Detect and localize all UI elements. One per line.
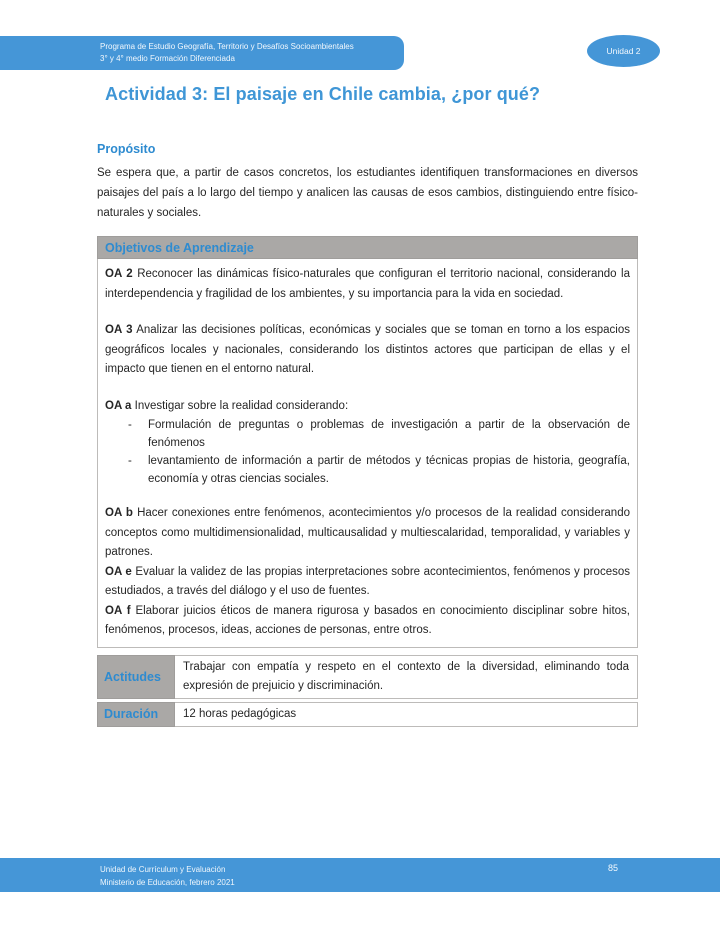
footer-org-line2: Ministerio de Educación, febrero 2021	[100, 878, 235, 887]
duracion-value-text: 12 horas pedagógicas	[183, 707, 297, 720]
info-table	[97, 655, 638, 727]
oa-item-e-label: OA e	[105, 565, 132, 578]
oa-item-3	[105, 321, 630, 380]
bullet-item-text: levantamiento de información a partir de métodos y técnicas propias de historia, geografía, economía y otras ciencias sociales.	[148, 455, 630, 485]
dash-marker: -	[128, 455, 132, 467]
oa-item-b-label: OA b	[105, 507, 133, 519]
oa-item-f	[105, 602, 630, 641]
oa-item-a-label: OA a	[105, 399, 132, 412]
proposito-text: Se espera que, a partir de casos concretos, los estudiantes identifiquen transformaciones en diversos paisajes del país a lo largo del tiempo y analicen las causas de esos cambios, distinguiendo entre físico-naturales y sociales.	[97, 167, 638, 219]
activity-title: Actividad 3: El paisaje en Chile cambia, ¿por qué?	[105, 84, 541, 104]
oa-item-e-text: Evaluar la validez de las propias interpretaciones sobre acontecimientos, fenómenos y procesos estudiados, a través del diálogo y el uso de fuentes.	[105, 565, 630, 597]
actitudes-value-text: Trabajar con empatía y respeto en el contexto de la diversidad, eliminando toda expresión de prejuicio y discriminación.	[183, 660, 629, 692]
oa-item-f-label: OA f	[105, 604, 131, 617]
oa-item-2	[105, 265, 630, 304]
objetivos-section	[97, 236, 638, 648]
proposito-heading: Propósito	[97, 142, 156, 156]
objetivos-body	[97, 259, 638, 648]
oa-item-3-label: OA 3	[105, 324, 133, 336]
content-column	[97, 84, 638, 727]
unit-badge: Unidad 2	[587, 35, 660, 67]
dash-marker: -	[128, 419, 132, 431]
actitudes-value	[175, 655, 638, 699]
program-title-line1: Programa de Estudio Geografía, Territorio y Desafíos Socioambientales	[100, 42, 354, 51]
oa-item-2-text: Reconocer las dinámicas físico-naturales que configuran el territorio nacional, considerando la interdependencia y fragilidad de los ambientes, y su importancia para la vida en sociedad.	[105, 268, 631, 300]
oa-item-a-text: Investigar sobre la realidad considerando:	[134, 399, 349, 412]
bullet-item	[105, 416, 630, 452]
duracion-label: Duración	[97, 702, 175, 727]
table-row-actitudes	[97, 655, 638, 699]
oa-item-e	[105, 563, 630, 602]
oa-item-b	[105, 504, 630, 563]
oa-item-3-text: Analizar las decisiones políticas, económicas y sociales que se toman en torno a los espacios geográficos locales y nacionales, considerando los distintos actores que participan de ellas y el impacto que tienen en el entorno natural.	[105, 324, 630, 375]
oa-item-2-label: OA 2	[105, 268, 133, 280]
program-title-line2: 3° y 4° medio Formación Diferenciada	[100, 54, 235, 63]
duracion-value	[175, 702, 638, 727]
oa-a-bullet-list	[105, 416, 630, 488]
footer-org-line1: Unidad de Currículum y Evaluación	[100, 865, 226, 874]
table-row-duracion	[97, 702, 638, 727]
oa-item-a	[105, 397, 630, 417]
oa-item-b-text: Hacer conexiones entre fenómenos, acontecimientos y/o procesos de la realidad considerando conceptos como multidimensionalidad, multicausalidad y multiescalaridad, temporalidad, y variables y patrones.	[105, 507, 630, 558]
oa-item-f-text: Elaborar juicios éticos de manera rigurosa y basados en conocimiento disciplinar sobre hitos, fenómenos, procesos, ideas, acciones de personas, entre otros.	[105, 604, 630, 636]
objetivos-header: Objetivos de Aprendizaje	[97, 236, 638, 259]
page-number: 85	[608, 863, 619, 873]
bullet-item-text: Formulación de preguntas o problemas de investigación a partir de la observación de fenómenos	[148, 419, 630, 449]
actitudes-label: Actitudes	[97, 655, 175, 699]
program-header-band	[0, 36, 404, 70]
bullet-item	[105, 452, 630, 488]
